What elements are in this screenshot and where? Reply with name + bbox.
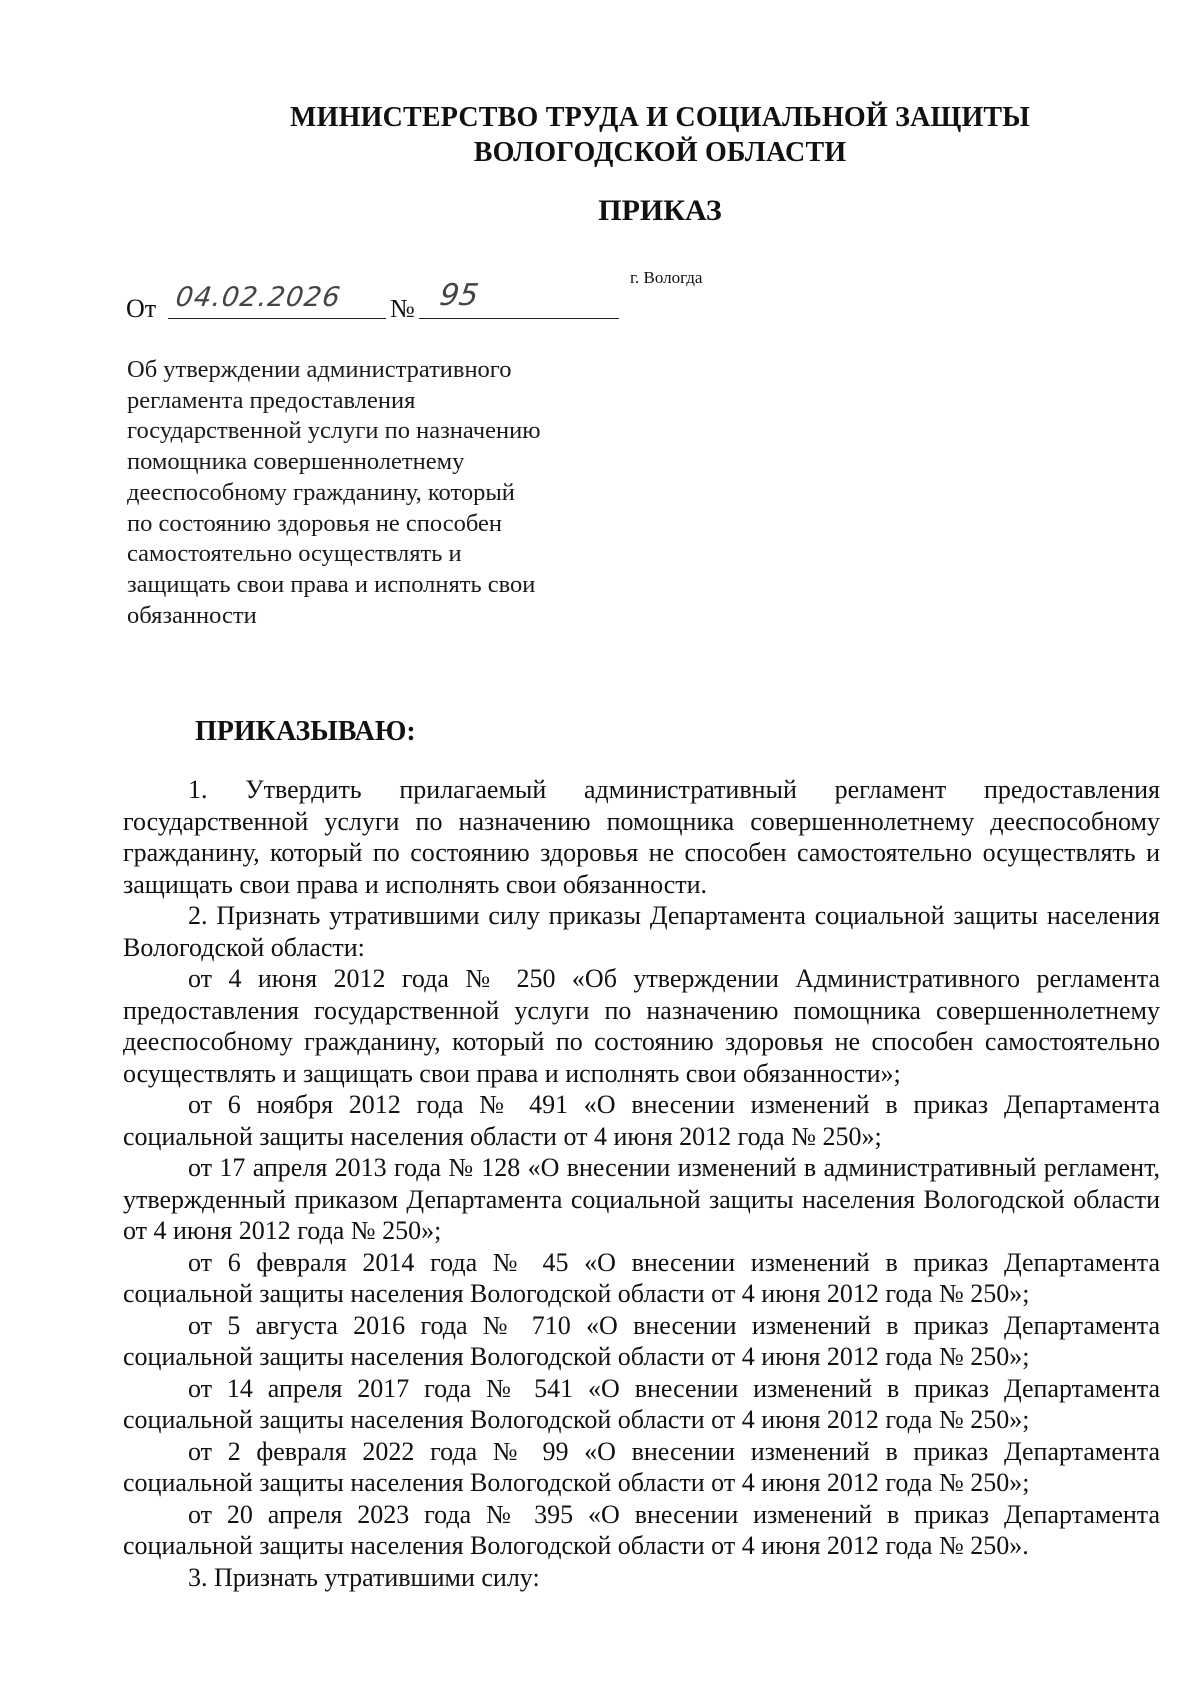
subject-line: дееспособному гражданину, который [127, 478, 515, 506]
repealed-order-item: от 4 июня 2012 года № 250 «Об утверждении Административного регламента предоставления государственной услуги по назначению помощника совершеннолетнему дееспособному гражданину, который по состоянию здоровья не способен самостоятельно осуществлять и защищать свои права и исполнять свои обязанности»; [123, 964, 1160, 1088]
number-label: № [386, 294, 419, 324]
document-type: ПРИКАЗ [598, 194, 722, 227]
order-heading: ПРИКАЗЫВАЮ: [195, 716, 416, 747]
order-body [123, 774, 1160, 1593]
subject-line: регламента предоставления [127, 386, 416, 414]
repealed-order-item: от 2 февраля 2022 года № 99 «О внесении изменений в приказ Департамента социальной защиты населения Вологодской области от 4 июня 2012 года № 250»; [123, 1436, 1160, 1497]
registration-row [126, 278, 606, 328]
subject-line: защищать свои права и исполнять свои [127, 570, 536, 598]
ministry-title-line2: ВОЛОГОДСКОЙ ОБЛАСТИ [473, 137, 847, 168]
subject-line: государственной услуги по назначению [127, 417, 541, 445]
paragraph-2: 2. Признать утратившими силу приказы Департамента социальной защиты населения Вологодской области: [123, 901, 1160, 962]
subject-line: помощника совершеннолетнему [127, 448, 465, 476]
repealed-order-item: от 20 апреля 2023 года № 395 «О внесении изменений в приказ Департамента социальной защиты населения Вологодской области от 4 июня 2012 года № 250». [123, 1499, 1160, 1560]
order-subject [127, 355, 647, 631]
subject-line: Об утверждении административного [127, 356, 512, 383]
date-label: От [126, 294, 157, 323]
subject-line: обязанности [127, 601, 257, 629]
repealed-order-item: от 6 февраля 2014 года № 45 «О внесении изменений в приказ Департамента социальной защиты населения Вологодской области от 4 июня 2012 года № 250»; [123, 1247, 1160, 1308]
paragraph-1: 1. Утвердить прилагаемый административный регламент предоставления государственной услуги по назначению помощника совершеннолетнему дееспособному гражданину, который по состоянию здоровья не способен самостоятельно осуществлять и защищать свои права и исполнять свои обязанности. [123, 775, 1160, 899]
handwritten-date: 04.02.2026 [173, 282, 343, 313]
subject-line: самостоятельно осуществлять и [127, 540, 462, 568]
paragraph-3: 3. Признать утратившими силу: [188, 1562, 540, 1592]
handwritten-number: 95 [437, 278, 481, 313]
ministry-title-line1: МИНИСТЕРСТВО ТРУДА И СОЦИАЛЬНОЙ ЗАЩИТЫ [290, 102, 1030, 133]
subject-line: по состоянию здоровья не способен [127, 509, 502, 537]
repealed-order-item: от 17 апреля 2013 года № 128 «О внесении изменений в административный регламент, утвержденный приказом Департамента социальной защиты населения Вологодской области от 4 июня 2012 года № 250»; [123, 1153, 1160, 1245]
repealed-order-item: от 5 августа 2016 года № 710 «О внесении изменений в приказ Департамента социальной защиты населения Вологодской области от 4 июня 2012 года № 250»; [123, 1310, 1160, 1371]
repealed-order-item: от 14 апреля 2017 года № 541 «О внесении изменений в приказ Департамента социальной защиты населения Вологодской области от 4 июня 2012 года № 250»; [123, 1373, 1160, 1434]
repealed-order-item: от 6 ноября 2012 года № 491 «О внесении изменений в приказ Департамента социальной защиты населения области от 4 июня 2012 года № 250»; [123, 1090, 1160, 1151]
city-label: г. Вологда [630, 268, 703, 287]
